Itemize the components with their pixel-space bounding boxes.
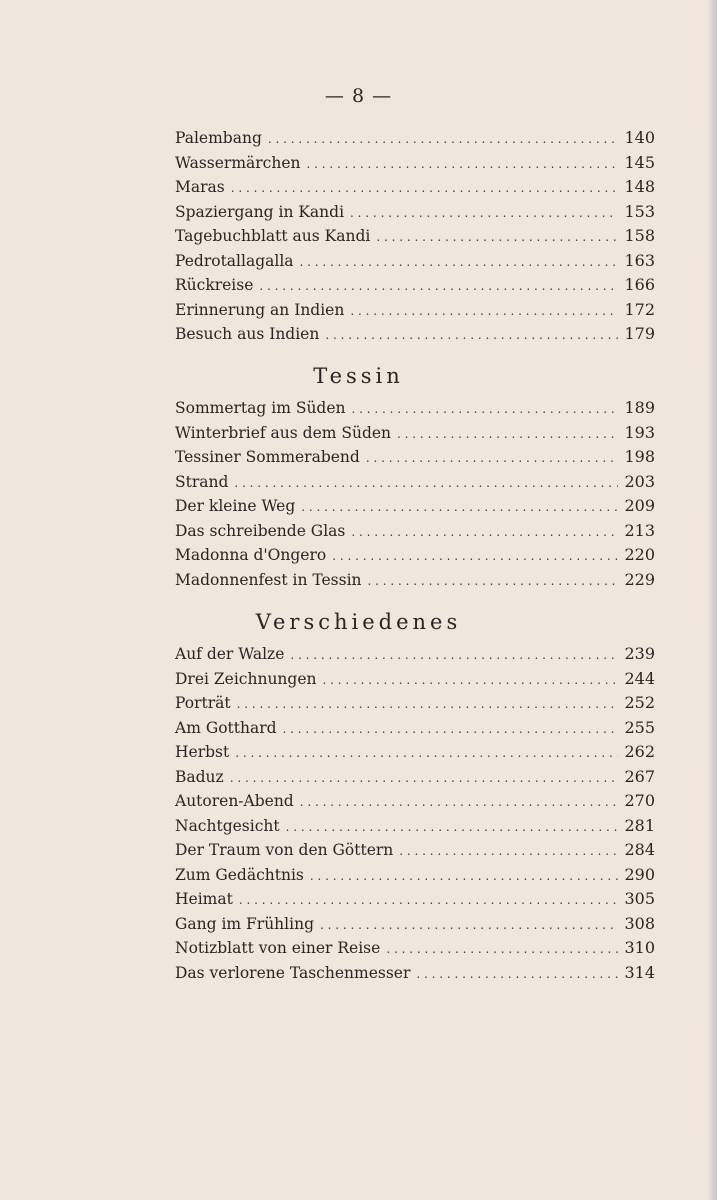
toc-entry-page-number: 140 [624, 128, 655, 147]
toc-entry-page-number: 153 [624, 201, 655, 221]
toc-entry [175, 838, 655, 863]
toc-entry-title: Drei Zeichnungen [175, 669, 317, 688]
toc-entry [175, 667, 655, 692]
toc-entry-page-number: 314 [624, 962, 655, 982]
dot-leader [300, 790, 619, 815]
toc-section-1 [175, 126, 655, 347]
dot-leader [306, 152, 618, 177]
dot-leader [322, 668, 618, 693]
toc-entry-page-number: 189 [624, 398, 655, 417]
toc-entry [175, 814, 655, 839]
dot-leader [286, 815, 619, 840]
dot-leader [416, 962, 618, 987]
dot-leader [235, 741, 618, 766]
toc-entry-page-number: 305 [624, 889, 655, 908]
toc-entry-title: Madonnenfest in Tessin [175, 570, 362, 589]
toc-entry-page-number: 267 [624, 766, 655, 786]
toc-entry-title: Am Gotthard [175, 718, 277, 737]
dot-leader [300, 250, 619, 275]
toc-entry-title: Das verlorene Taschenmesser [175, 963, 411, 982]
toc-entry [175, 322, 655, 347]
toc-entry-title: Autoren-Abend [175, 792, 294, 810]
toc-entry-title: Der Traum von den Göttern [175, 841, 394, 859]
dot-leader [350, 299, 618, 324]
toc-entry-title: Tessiner Sommerabend [175, 448, 360, 466]
dot-leader [399, 839, 618, 864]
toc-entry [175, 298, 655, 323]
dot-leader [320, 913, 618, 938]
toc-entry [175, 421, 655, 446]
toc-entry-page-number: 166 [624, 275, 655, 294]
toc-entry [175, 863, 655, 888]
toc-section-3 [175, 642, 655, 985]
toc-entry-title: Strand [175, 472, 229, 491]
toc-entry [175, 470, 655, 495]
dot-leader [301, 495, 618, 520]
toc-entry-title: Wassermärchen [175, 153, 301, 172]
page-number: — 8 — [324, 85, 393, 107]
toc-entry [175, 543, 655, 568]
toc-entry-title: Porträt [175, 694, 231, 712]
toc-entry-title: Notizblatt von einer Reise [175, 939, 381, 957]
toc-entry-page-number: 163 [624, 250, 655, 270]
toc-entry [175, 175, 655, 200]
dot-leader [376, 225, 618, 250]
toc-entry-title: Erinnerung an Indien [175, 300, 345, 319]
toc-entry [175, 494, 655, 519]
toc-entry-title: Das schreibende Glas [175, 521, 346, 540]
page-edge [707, 0, 717, 1200]
toc-entry-page-number: 229 [624, 569, 655, 589]
toc-entry-page-number: 262 [624, 742, 655, 761]
toc-entry [175, 740, 655, 765]
toc-entry-page-number: 310 [624, 938, 655, 957]
toc-entry-page-number: 244 [624, 668, 655, 688]
toc-entry-page-number: 172 [624, 299, 655, 319]
toc-entry [175, 224, 655, 249]
toc-entry-page-number: 270 [624, 791, 655, 810]
dot-leader [325, 323, 618, 348]
toc-entry [175, 887, 655, 912]
dot-leader [368, 569, 619, 594]
toc-entry-title: Rückreise [175, 276, 254, 294]
toc-entry [175, 765, 655, 790]
toc-entry-title: Gang im Frühling [175, 914, 314, 933]
toc-entry-title: Der kleine Weg [175, 497, 296, 515]
toc-entry-title: Palembang [175, 129, 262, 147]
toc-entry [175, 445, 655, 470]
toc-entry-title: Sommertag im Süden [175, 399, 346, 417]
toc-section-2 [175, 396, 655, 592]
toc-entry-title: Spaziergang in Kandi [175, 202, 345, 221]
dot-leader [352, 397, 619, 422]
toc-entry-page-number: 290 [624, 864, 655, 884]
dot-leader [397, 422, 618, 447]
toc-entry [175, 151, 655, 176]
dot-leader [230, 766, 619, 791]
toc-entry [175, 396, 655, 421]
dot-leader [239, 888, 619, 913]
toc-entry [175, 961, 655, 986]
toc-entry-title: Baduz [175, 767, 224, 786]
toc-entry-page-number: 239 [624, 644, 655, 663]
dot-leader [332, 544, 618, 569]
toc-entry-page-number: 252 [624, 693, 655, 712]
toc-entry-title: Maras [175, 178, 225, 196]
section-heading-verschiedenes: Verschiedenes [255, 610, 462, 634]
toc-entry-page-number: 209 [624, 496, 655, 515]
toc-entry-title: Nachtgesicht [175, 816, 280, 835]
toc-entry-page-number: 308 [624, 913, 655, 933]
toc-entry [175, 126, 655, 151]
toc-entry-title: Winterbrief aus dem Süden [175, 423, 392, 442]
toc-entry-title: Tagebuchblatt aus Kandi [175, 227, 371, 245]
dot-leader [386, 937, 618, 962]
toc-entry [175, 568, 655, 593]
toc-entry-page-number: 193 [624, 422, 655, 442]
toc-entry-page-number: 213 [624, 520, 655, 540]
toc-entry-page-number: 284 [624, 840, 655, 859]
toc-entry-title: Heimat [175, 890, 233, 908]
toc-entry-page-number: 198 [624, 447, 655, 466]
toc-entry [175, 642, 655, 667]
toc-entry-page-number: 145 [624, 152, 655, 172]
dot-leader [310, 864, 619, 889]
toc-entry-title: Zum Gedächtnis [175, 865, 304, 884]
toc-entry [175, 691, 655, 716]
toc-entry-page-number: 220 [624, 545, 655, 564]
dot-leader [234, 471, 618, 496]
toc-entry-page-number: 158 [624, 226, 655, 245]
toc-entry-title: Madonna d'Ongero [175, 546, 327, 564]
section-heading-tessin: Tessin [313, 364, 404, 388]
toc-entry-title: Pedrotallagalla [175, 251, 294, 270]
dot-leader [231, 176, 619, 201]
toc-entry [175, 936, 655, 961]
toc-entry-page-number: 255 [624, 717, 655, 737]
toc-entry-page-number: 281 [624, 815, 655, 835]
toc-entry-title: Herbst [175, 743, 230, 761]
toc-entry-page-number: 148 [624, 177, 655, 196]
dot-leader [259, 274, 618, 299]
toc-entry-title: Besuch aus Indien [175, 325, 320, 343]
dot-leader [268, 127, 619, 152]
toc-entry [175, 716, 655, 741]
dot-leader [237, 692, 619, 717]
toc-entry [175, 519, 655, 544]
toc-entry [175, 789, 655, 814]
toc-entry [175, 200, 655, 225]
toc-entry [175, 912, 655, 937]
dot-leader [351, 520, 618, 545]
toc-entry [175, 249, 655, 274]
toc-entry [175, 273, 655, 298]
toc-entry-page-number: 179 [624, 324, 655, 343]
dot-leader [350, 201, 618, 226]
toc-entry-title: Auf der Walze [175, 645, 285, 663]
toc-entry-page-number: 203 [624, 471, 655, 491]
dot-leader [283, 717, 619, 742]
dot-leader [366, 446, 619, 471]
dot-leader [290, 643, 618, 668]
